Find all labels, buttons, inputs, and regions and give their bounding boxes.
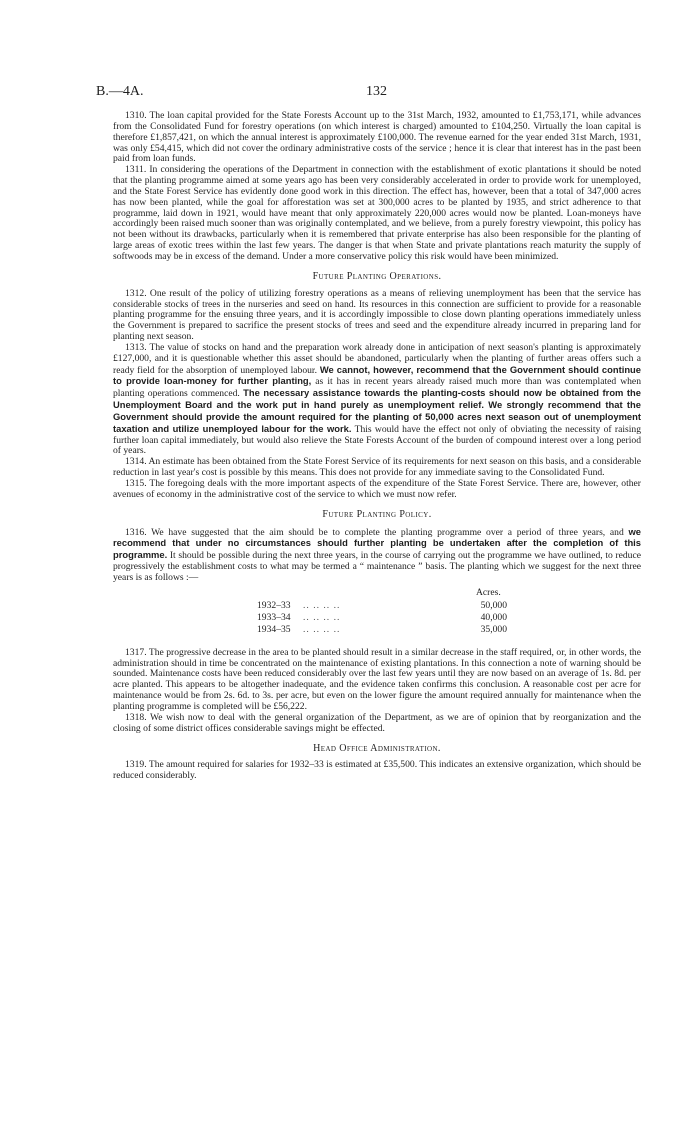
row-leader-dots: .. .. .. ..: [303, 611, 341, 623]
paragraph: [113, 527, 641, 584]
paragraph-text: 1310. The loan capital provided for the State Forests Account up to the 31st March, 1932, amounted to £1,753,171, while advances from the Consolidated Fund for forestry operations (on which interest is charged) amounted to £104,250. Virtually the loan capital is therefore £1,857,421, on which the annual interest is approximately £100,000. The revenue earned for the year ended 31st March, 1931, was only £54,415, which did not cover the ordinary administrative costs of the service ; hence it is clear that interest has in the past been paid from loan funds.: [113, 110, 641, 165]
paragraph-text: 1315. The foregoing deals with the more important aspects of the expenditure of the State Forest Service. There are, however, other avenues of economy in the administrative cost of the service to which we must now refer.: [113, 478, 641, 500]
paragraph: [113, 343, 641, 457]
paragraph-text: 1319. The amount required for salaries for 1932–33 is estimated at £35,500. This indicates an extensive organization, which should be reduced considerably.: [113, 759, 641, 782]
paragraph: [113, 289, 641, 343]
paragraph-text: 1317. The progressive decrease in the area to be planted should result in a similar decrease in the staff required, or, in other words, the administration should in time be concentrated on the maintenance of existing plantations. In this connection a note of warning should be sounded. Maintenance costs have been reduced considerably over the last few years until they are now based on an average of 1s. 8d. per acre planted. This appears to be altogether inadequate, and the evidence taken confirms this conclusion. A reasonable cost per acre for maintenance would be from 2s. 6d. to 3s. per acre, but even on the lower figure the amount required annually for maintenance when the planting programme is completed will be £56,222.: [113, 646, 641, 712]
page-number: 132: [366, 84, 387, 99]
row-year: 1934–35: [257, 623, 291, 635]
paragraph-text: 1313. The value of stocks on hand and the preparation work already done in anticipation of next season's planting is approximately £127,000, and it is questionable whether this asset should be abandoned, particularly when the planting of further areas offers such a ready field for the absorption of unemployed labour.: [113, 341, 641, 376]
section-heading: Future Planting Operations.: [312, 270, 442, 282]
section-heading: Future Planting Policy.: [322, 508, 432, 520]
paragraph-text: as it has in recent years already raised much more than was contemplated when planting operations commenced.: [113, 376, 641, 400]
paragraph-text: 1318. We wish now to deal with the general organization of the Department, as we are of opinion that by reorganization and the closing of some district offices considerable savings might be effected.: [113, 711, 641, 734]
paragraph: [113, 648, 641, 713]
table-column-header: Acres.: [476, 586, 501, 598]
paragraph-text: 1316. We have suggested that the aim should be to complete the planting programme over a period of three years, and: [125, 526, 629, 538]
paragraph: [113, 111, 641, 165]
bold-recommendation: The necessary assistance towards the planting-costs should now be obtained from the Unemployment Board and the work put in hand purely as unemployment relief. We strongly recommend that the Government should provide the amount required for the planting of 50,000 acres next season out of unemployment taxation and utilize unemployed labour for the work.: [113, 387, 641, 434]
document-reference: B.—4A.: [96, 84, 144, 99]
document-body: [113, 111, 641, 782]
section-heading: Head Office Administration.: [313, 742, 441, 754]
bold-recommendation: We cannot, however, recommend that the Government should continue to provide loan-money for further planting,: [113, 363, 641, 387]
paragraph-text: This would have the effect not only of obviating the necessity of raising further loan capital immediately, but would also relieve the State Forests Account of the burden of compound interest over a long period of years.: [113, 423, 641, 457]
paragraph: [113, 713, 641, 735]
row-acres: 50,000: [480, 599, 507, 611]
row-year: 1932–33: [257, 599, 291, 611]
row-leader-dots: .. .. .. ..: [303, 599, 341, 611]
paragraph-text: It should be possible during the next three years, in the course of carrying out the programme we have outlined, to reduce progressively the establishment costs to what may be termed a “ maintenance ” basis. The planting which we suggest for the next three years is as follows :—: [113, 550, 641, 583]
paragraph-text: 1314. An estimate has been obtained from the State Forest Service of its requirements for next season on this basis, and a considerable reduction in last year's cost is possible by this means. This does not provide for any immediate saving to the Consolidated Fund.: [113, 456, 641, 479]
paragraph-text: 1311. In considering the operations of the Department in connection with the establishment of exotic plantations it should be noted that the planting programme aimed at some years ago has been very considerably accelerated in order to provide work for unemployed, and the State Forest Service has evidently done good work in this direction. The effect has, however, been that a total of 347,000 acres has now been planted, while the goal for afforestation was set at 300,000 acres to be planted by 1935, and strict adherence to that programme, laid down in 1921, would have meant that only approximately 220,000 acres would now be planted. Loan-moneys have accordingly been raised much sooner than was originally contemplated, and we believe, from a purely forestry viewpoint, this policy has not been without its drawbacks, particularly when it is remembered that private enterprise has also been responsible for the planting of large areas of exotic trees within the last few years. The danger is that when State and private plantations reach maturity the supply of softwoods may be in excess of the demand. Under a more conservative policy this risk would have been minimized.: [113, 164, 641, 262]
row-year: 1933–34: [257, 611, 291, 623]
row-acres: 40,000: [480, 611, 507, 623]
paragraph: [113, 457, 641, 479]
bold-recommendation: we recommend that under no circumstances should further planting be undertaken after the completion of this programme.: [113, 525, 641, 561]
row-acres: 35,000: [480, 623, 507, 635]
paragraph: [113, 760, 641, 782]
planting-table: [113, 588, 641, 640]
paragraph: [113, 165, 641, 263]
paragraph-text: 1312. One result of the policy of utilizing forestry operations as a means of relieving unemployment has been that the service has considerable stocks of trees in the nurseries and seed on hand. Its resources in this connection are sufficient to provide for a reasonable planting programme for the ensuing three years, and it is accordingly impossible to close down planting operations immediately unless the Government is prepared to sacrifice the present stocks of trees and seed and the expenditure already incurred in preparing land for planting next season.: [113, 287, 641, 343]
row-leader-dots: .. .. .. ..: [303, 623, 341, 635]
paragraph: [113, 479, 641, 501]
